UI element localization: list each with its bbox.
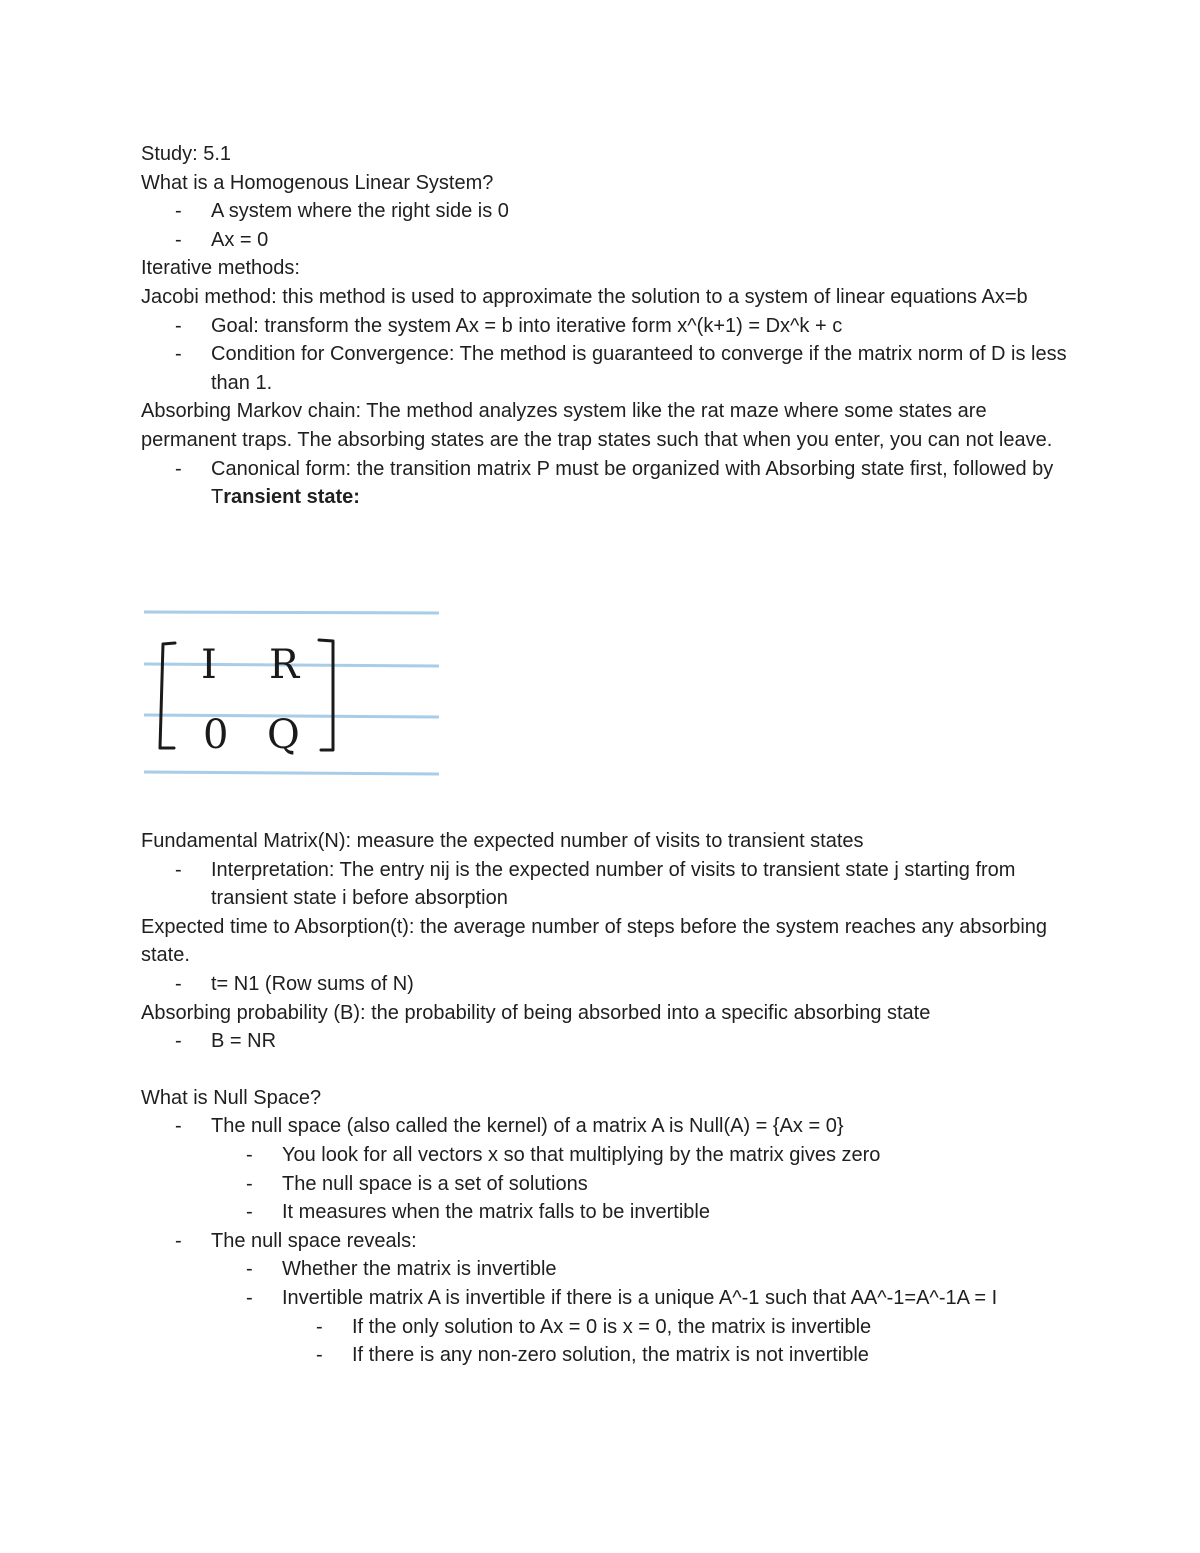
heading-iterative: Iterative methods: bbox=[141, 257, 300, 280]
question-null-space: What is Null Space? bbox=[141, 1086, 322, 1109]
list-item: - You look for all vectors x so that multiplying by the matrix gives zero bbox=[141, 1141, 1071, 1170]
list-item: - The null space (also called the kernel) of a matrix A is Null(A) = {Ax = 0} bbox=[141, 1112, 1071, 1141]
list-item: - B = NR bbox=[141, 1027, 1071, 1056]
paragraph-absorbing-probability: Absorbing probability (B): the probability of being absorbed into a specific absorbing state bbox=[141, 1001, 931, 1024]
list-item: - A system where the right side is 0 bbox=[141, 197, 1071, 226]
matrix-cell: R bbox=[269, 642, 300, 688]
list-item: - Ax = 0 bbox=[141, 226, 1071, 255]
list-item: - If the only solution to Ax = 0 is x = 0, the matrix is invertible bbox=[141, 1313, 1071, 1342]
paragraph-jacobi: Jacobi method: this method is used to approximate the solution to a system of linear equations Ax=b bbox=[141, 285, 1028, 308]
header-line: Study: 5.1 bbox=[141, 143, 232, 165]
list-item: - If there is any non-zero solution, the matrix is not invertible bbox=[141, 1341, 1071, 1370]
handwritten-matrix-figure bbox=[141, 598, 441, 783]
matrix-cell: 0 bbox=[203, 712, 229, 758]
right-bracket bbox=[319, 640, 333, 750]
ruled-line bbox=[144, 612, 439, 613]
notes-top bbox=[141, 140, 1071, 512]
list-item: - The null space reveals: bbox=[141, 1227, 1071, 1256]
list-item: - t= N1 (Row sums of N) bbox=[141, 970, 1071, 999]
list-item: - It measures when the matrix falls to be invertible bbox=[141, 1198, 1071, 1227]
matrix-cell: I bbox=[201, 642, 217, 688]
list-item: - Whether the matrix is invertible bbox=[141, 1255, 1071, 1284]
list-item: - Condition for Convergence: The method is guaranteed to converge if the matrix norm of D is less than 1. bbox=[141, 340, 1071, 397]
matrix-sketch bbox=[141, 598, 441, 783]
notes-bottom bbox=[141, 827, 1071, 1370]
paragraph-fundamental: Fundamental Matrix(N): measure the expected number of visits to transient states bbox=[141, 830, 864, 852]
left-bracket bbox=[160, 643, 175, 748]
canonical-text: Canonical form: the transition matrix P must be organized with Absorbing state first, followed by T bbox=[211, 457, 1054, 509]
blank-line bbox=[141, 1056, 1071, 1084]
question-homogenous: What is a Homogenous Linear System? bbox=[141, 171, 494, 194]
paragraph-markov: Absorbing Markov chain: The method analyzes system like the rat maze where some states are permanent traps. The absorbing states are the trap states such that when you enter, you can not leave. bbox=[141, 400, 1053, 451]
matrix-cells bbox=[201, 642, 301, 758]
list-item-canonical bbox=[141, 455, 1071, 512]
paragraph-expected-time: Expected time to Absorption(t): the average number of steps before the system reaches any absorbing state. bbox=[141, 915, 1048, 967]
list-item: - The null space is a set of solutions bbox=[141, 1170, 1071, 1199]
ruled-line bbox=[144, 772, 439, 774]
list-item: - Invertible matrix A is invertible if there is a unique A^-1 such that AA^-1=A^-1A = I bbox=[141, 1284, 1071, 1313]
canonical-bold-text: ransient state: bbox=[223, 486, 360, 509]
list-item: - Interpretation: The entry nij is the expected number of visits to transient state j starting from transient state i before absorption bbox=[141, 856, 1071, 913]
list-item: - Goal: transform the system Ax = b into iterative form x^(k+1) = Dx^k + c bbox=[141, 312, 1071, 341]
matrix-cell: Q bbox=[267, 712, 300, 758]
